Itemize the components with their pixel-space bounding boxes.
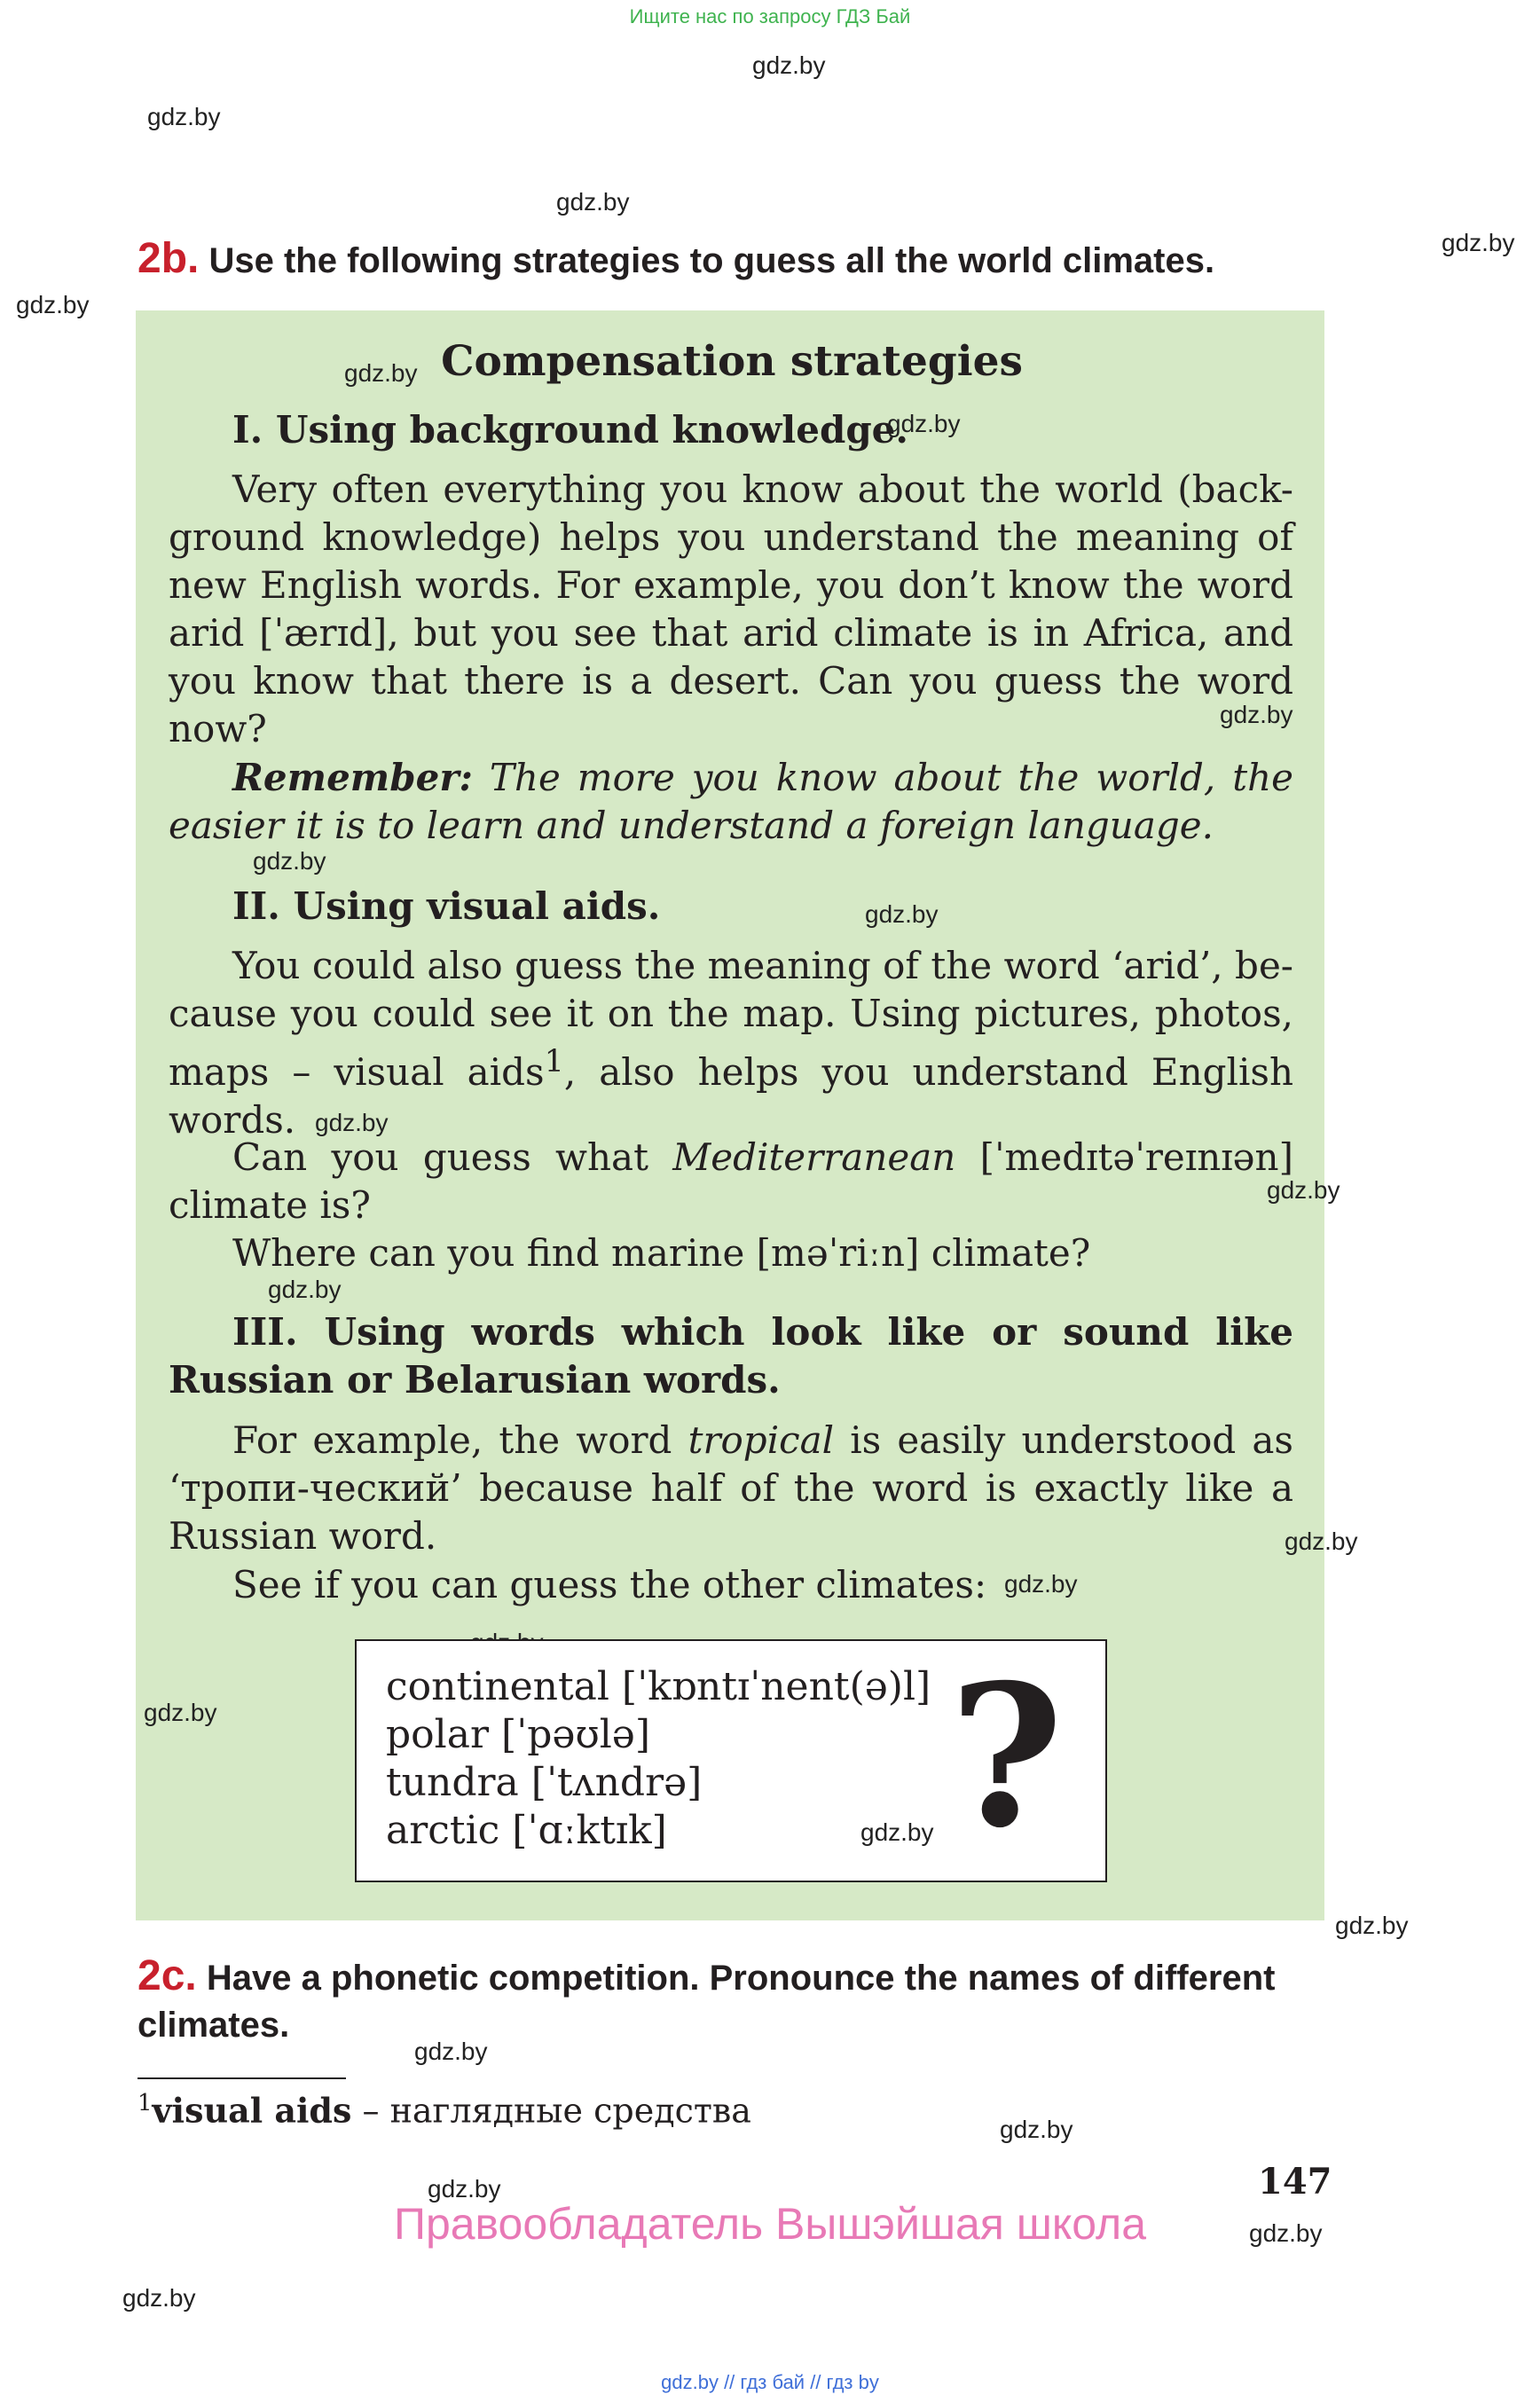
task-text: Use the following strategies to guess all the world climates. — [208, 241, 1215, 280]
page-number: 147 — [1258, 2161, 1332, 2203]
footnote-ref: 1 — [544, 1044, 564, 1080]
strategy-3-heading: III. Using words which look like or sound like Russian or Belarusian words. — [169, 1310, 1293, 1402]
strategy-2-question-2: Where can you find marine [məˈriːn] climate? — [232, 1231, 1091, 1275]
remember-label: Remember: — [232, 756, 473, 799]
climate-word: polar [ˈpəʊlə] — [386, 1712, 651, 1757]
climate-word: arctic [ˈɑːktɪk] — [386, 1808, 667, 1853]
strategy-3-see: See if you can guess the other climates: — [232, 1563, 987, 1606]
remember-text: The more you know about the world, the easier it is to learn and understand a foreign language. — [169, 756, 1293, 847]
watermark: gdz.by — [1267, 1176, 1340, 1204]
top-banner[interactable]: Ищите нас по запросу ГДЗ Бай — [629, 5, 911, 27]
climate-word: tundra [ˈtʌndrə] — [386, 1760, 703, 1805]
watermark: gdz.by — [1220, 701, 1293, 728]
task-2b — [138, 232, 1214, 286]
strategy-2-question-1 — [169, 1134, 1293, 1229]
strategy-1-body: Very often everything you know about the world (back-ground knowledge) helps you understand the meaning of new English words. For example, you don’t know the word arid [ˈærɪd], but you see that arid climate is in Africa, and you know that there is a desert. Can you guess the word now? — [169, 467, 1293, 750]
watermark: gdz.by — [414, 2038, 488, 2065]
climate-word-list — [386, 1663, 931, 1855]
watermark: gdz.by — [1004, 1570, 1078, 1598]
watermark: gdz.by — [860, 1818, 934, 1846]
remember-note — [169, 754, 1293, 850]
watermark: gdz.by — [428, 2175, 501, 2203]
footnote-rule — [138, 2077, 346, 2079]
task-number: 2b. — [138, 235, 200, 282]
watermark: gdz.by — [344, 359, 418, 387]
question-1-word: Mediterranean — [672, 1135, 956, 1179]
watermark: gdz.by — [1442, 229, 1515, 256]
footnote-mark: 1 — [138, 2090, 153, 2116]
watermark: gdz.by — [268, 1276, 342, 1303]
watermark: gdz.by — [865, 900, 939, 928]
strategy-2-heading: II. Using visual aids. — [232, 884, 661, 928]
watermark: gdz.by — [122, 2284, 196, 2312]
watermark: gdz.by — [887, 410, 961, 437]
question-1-b: [ˈmedɪtəˈreɪnɪən] climate is? — [169, 1135, 1293, 1227]
strategy-3-body-b: is easily understood as ‘тропи-ческий’ because half of the word is exactly like a Russian word. — [169, 1418, 1293, 1558]
footnote-term: visual aids — [152, 2090, 352, 2131]
strategy-2-body-a: You could also guess the meaning of the word ‘arid’, be-cause you could see it on the map. Using pictures, photos, maps – visual aids — [169, 944, 1293, 1094]
strategy-2-body-b: , also helps you understand English words. — [169, 1050, 1293, 1142]
copyright-notice: Правообладатель Вышэйшая школа — [394, 2199, 1146, 2249]
watermark: gdz.by — [1249, 2219, 1323, 2247]
strategy-3-body-a: For example, the word — [232, 1418, 672, 1462]
watermark: gdz.by — [147, 103, 221, 130]
task-number: 2c. — [138, 1952, 197, 1999]
watermark: gdz.by — [1285, 1527, 1358, 1555]
watermark: gdz.by — [1335, 1912, 1409, 1939]
strategy-3-word: tropical — [688, 1418, 835, 1462]
box-title: Compensation strategies — [441, 337, 1023, 386]
watermark: gdz.by — [144, 1699, 217, 1726]
task-2c — [138, 1950, 1335, 2047]
task-text: Have a phonetic competition. Pronounce the names of different climates. — [138, 1959, 1276, 2045]
watermark: gdz.by — [556, 188, 630, 216]
footnote-definition: – наглядные средства — [351, 2091, 751, 2131]
watermark: gdz.by — [253, 847, 326, 875]
strategy-3-body — [169, 1417, 1293, 1560]
watermark: gdz.by — [16, 291, 90, 318]
strategy-1-heading: I. Using background knowledge. — [232, 408, 909, 452]
watermark: gdz.by — [752, 51, 826, 79]
watermark: gdz.by — [1000, 2116, 1073, 2143]
bottom-banner[interactable]: gdz.by // гдз бай // гдз by — [661, 2371, 879, 2393]
climate-word: continental [ˈkɒntɪˈnent(ə)l] — [386, 1664, 931, 1709]
question-1-a: Can you guess what — [232, 1135, 648, 1179]
watermark: gdz.by — [315, 1109, 389, 1136]
footnote — [138, 2090, 751, 2131]
question-mark: ? — [949, 1641, 1064, 1871]
